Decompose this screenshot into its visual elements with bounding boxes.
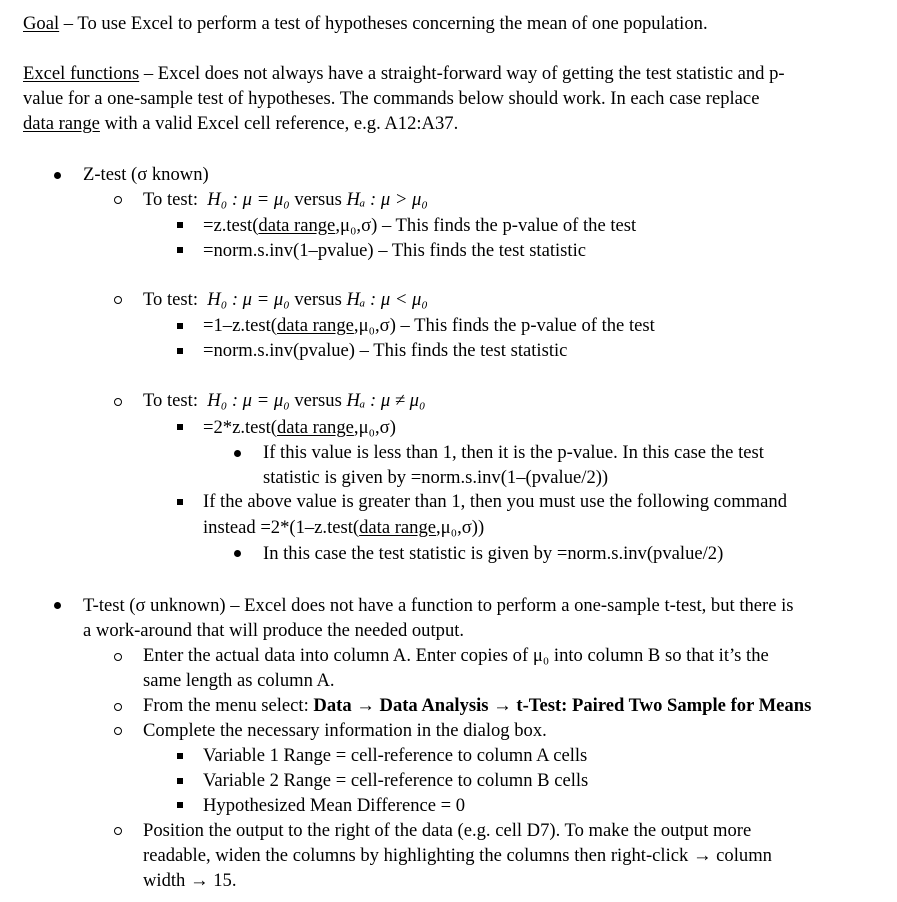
- ztest-heading: Z-test (σ known): [83, 164, 209, 185]
- goal-line: [23, 12, 708, 37]
- alt-hypothesis: Hₐ : μ ≠ μ₀: [346, 390, 426, 411]
- excel-functions-label: Excel functions: [23, 63, 140, 84]
- data-range-term: data range: [277, 315, 354, 336]
- ztest-case3-sub1-line2: statistic is given by =norm.s.inv(1–(pvalue/2)): [263, 467, 609, 488]
- ttest-step4-line1: Position the output to the right of the data (e.g. cell D7). To make the output more: [143, 820, 752, 841]
- bullet-disc: [54, 602, 61, 609]
- ttest-sub3: Hypothesized Mean Difference = 0: [203, 795, 466, 816]
- alt-hypothesis: Hₐ : μ < μ₀: [346, 289, 428, 310]
- ttest-heading-line1: T-test (σ unknown) – Excel does not have a function to perform a one-sample t-test, but there is: [83, 595, 794, 616]
- bullet-disc: [234, 550, 241, 557]
- data-range-term: data range: [359, 517, 437, 538]
- ztest-case3-cmd2-line2: instead =2*(1–z.test(data range,μ₀,σ)): [203, 517, 485, 538]
- ztest-case1-hypothesis: To test: H₀ : μ = μ₀ versus Hₐ : μ > μ₀: [143, 189, 428, 210]
- bullet-circle: [114, 196, 122, 204]
- null-hypothesis: H₀ : μ = μ₀: [207, 289, 290, 310]
- ttest-step4-line3: width → 15.: [143, 870, 237, 891]
- bullet-square: [177, 753, 183, 759]
- ttest-sub1: Variable 1 Range = cell-reference to column A cells: [203, 745, 588, 766]
- ttest-heading-line2: a work-around that will produce the needed output.: [83, 620, 465, 641]
- data-range-term: data range: [258, 215, 336, 236]
- ttest-step1-line1: Enter the actual data into column A. Enter copies of μ₀ into column B so that it’s the: [143, 645, 769, 666]
- bullet-circle: [114, 653, 122, 661]
- bullet-circle: [114, 398, 122, 406]
- ztest-case2-cmd2: =norm.s.inv(pvalue) – This finds the test statistic: [203, 340, 568, 361]
- ttest-step3: Complete the necessary information in the dialog box.: [143, 720, 547, 741]
- null-hypothesis: H₀ : μ = μ₀: [207, 189, 290, 210]
- goal-label: Goal: [23, 13, 60, 34]
- bullet-square: [177, 222, 183, 228]
- ztest-case3-sub2: In this case the test statistic is given by =norm.s.inv(pvalue/2): [263, 543, 724, 564]
- excel-functions-line2: value for a one-sample test of hypotheses. The commands below should work. In each case replace: [23, 88, 760, 109]
- bullet-circle: [114, 296, 122, 304]
- ztest-case3-hypothesis: To test: H₀ : μ = μ₀ versus Hₐ : μ ≠ μ₀: [143, 390, 426, 411]
- bullet-square: [177, 802, 183, 808]
- ttest-step1-line2: same length as column A.: [143, 670, 335, 691]
- ttest-sub2: Variable 2 Range = cell-reference to column B cells: [203, 770, 589, 791]
- null-hypothesis: H₀ : μ = μ₀: [207, 390, 290, 411]
- excel-functions-line1: Excel functions – Excel does not always have a straight-forward way of getting the test statistic and p-: [23, 63, 785, 84]
- ztest-case1-cmd1: =z.test(data range,μ₀,σ) – This finds the p-value of the test: [203, 215, 637, 236]
- bullet-square: [177, 424, 183, 430]
- bullet-disc: [54, 172, 61, 179]
- bullet-square: [177, 348, 183, 354]
- ttest-step4-line2: readable, widen the columns by highlighting the columns then right-click → column: [143, 845, 772, 866]
- bullet-disc: [234, 450, 241, 457]
- excel-functions-line3: data range with a valid Excel cell reference, e.g. A12:A37.: [23, 113, 459, 134]
- data-range-term: data range: [277, 417, 354, 438]
- bullet-circle: [114, 703, 122, 711]
- bullet-square: [177, 778, 183, 784]
- bullet-square: [177, 499, 183, 505]
- ztest-case1-cmd2: =norm.s.inv(1–pvalue) – This finds the test statistic: [203, 240, 587, 261]
- ztest-case2-cmd1: =1–z.test(data range,μ₀,σ) – This finds the p-value of the test: [203, 315, 655, 336]
- ztest-case2-hypothesis: To test: H₀ : μ = μ₀ versus Hₐ : μ < μ₀: [143, 289, 428, 310]
- bullet-square: [177, 323, 183, 329]
- ztest-case3-sub1-line1: If this value is less than 1, then it is the p-value. In this case the test: [263, 442, 764, 463]
- menu-path: Data → Data Analysis → t-Test: Paired Two Sample for Means: [313, 695, 812, 716]
- ttest-step2: From the menu select: Data → Data Analysis → t-Test: Paired Two Sample for Means: [143, 695, 812, 716]
- data-range-term: data range: [23, 113, 100, 134]
- bullet-circle: [114, 727, 122, 735]
- bullet-square: [177, 247, 183, 253]
- ztest-case3-cmd2-line1: If the above value is greater than 1, then you must use the following command: [203, 491, 787, 512]
- bullet-circle: [114, 827, 122, 835]
- alt-hypothesis: Hₐ : μ > μ₀: [346, 189, 428, 210]
- goal-text: – To use Excel to perform a test of hypotheses concerning the mean of one population.: [59, 13, 708, 34]
- ztest-case3-cmd1: =2*z.test(data range,μ₀,σ): [203, 417, 396, 438]
